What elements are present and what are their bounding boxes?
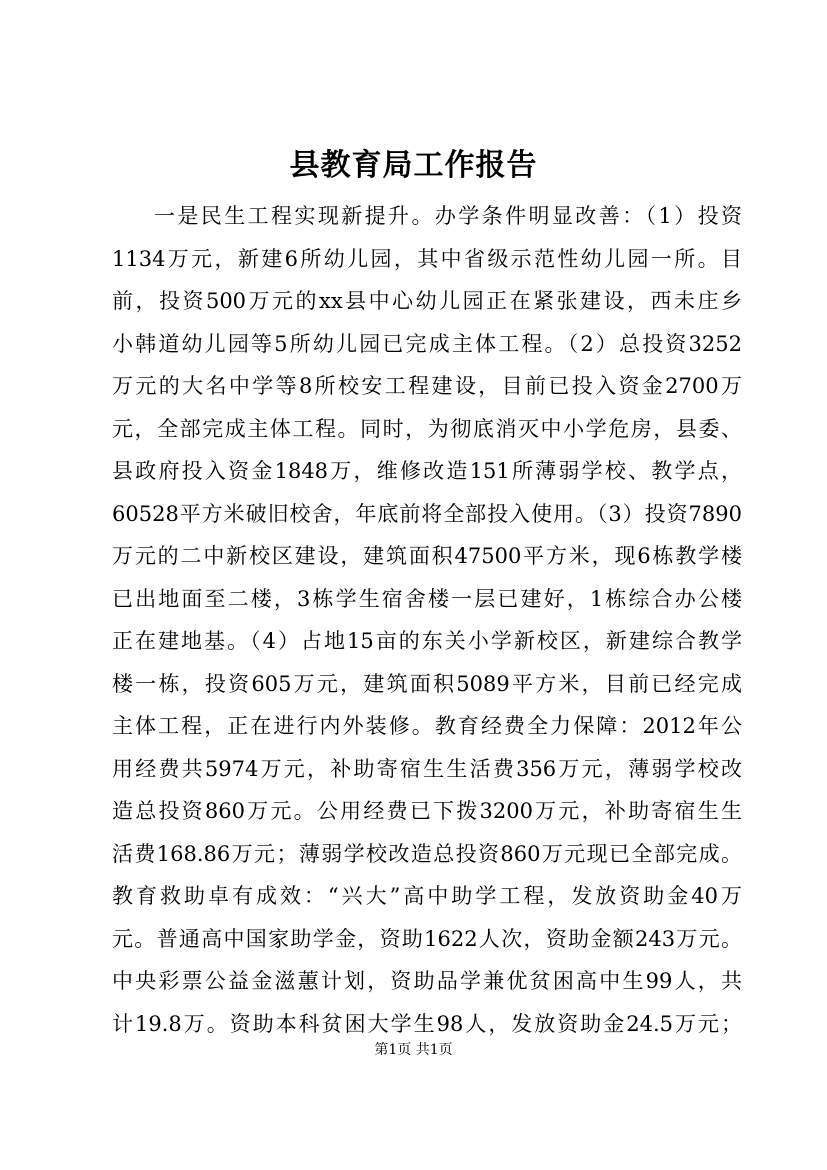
paragraph-line: 县政府投入资金1848万，维修改造151所薄弱学校、教学点， xyxy=(112,459,742,483)
paragraph-line: 计19.8万。资助本科贫困大学生98人，发放资助金24.5万元； xyxy=(112,1011,742,1036)
paragraph-line: 主体工程，正在进行内外装修。教育经费全力保障：2012年公 xyxy=(112,714,742,738)
paragraph-line: 元，全部完成主体工程。同时，为彻底消灭中小学危房，县委、 xyxy=(112,416,742,441)
paragraph-line: 小韩道幼儿园等5所幼儿园已完成主体工程。（2）总投资3252 xyxy=(112,331,742,356)
paragraph-line: 用经费共5974万元，补助寄宿生生活费356万元，薄弱学校改 xyxy=(112,756,742,781)
paragraph-line: 前，投资500万元的xx县中心幼儿园正在紧张建设，西未庄乡 xyxy=(112,289,742,313)
paragraph-line: 教育救助卓有成效：“兴大”高中助学工程，发放资助金40万 xyxy=(112,884,742,908)
paragraph-line: 一是民生工程实现新提升。办学条件明显改善：（1）投资 xyxy=(154,204,742,228)
page-footer: 第1页 共1页 xyxy=(374,1042,453,1058)
paragraph-line: 中央彩票公益金滋蕙计划，资助品学兼优贫困高中生99人，共 xyxy=(112,969,742,993)
document-title: 县教育局工作报告 xyxy=(289,148,538,183)
paragraph-line: 活费168.86万元；薄弱学校改造总投资860万元现已全部完成。 xyxy=(112,841,742,866)
paragraph-line: 元。普通高中国家助学金，资助1622人次，资助金额243万元。 xyxy=(112,926,742,951)
paragraph-line: 正在建地基。（4）占地15亩的东关小学新校区，新建综合教学 xyxy=(112,629,742,653)
paragraph-line: 60528平方米破旧校舍，年底前将全部投入使用。（3）投资7890 xyxy=(112,501,742,526)
paragraph-line: 已出地面至二楼，3栋学生宿舍楼一层已建好，1栋综合办公楼 xyxy=(112,586,742,611)
paragraph-line: 1134万元，新建6所幼儿园，其中省级示范性幼儿园一所。目 xyxy=(112,246,742,271)
paragraph-line: 万元的二中新校区建设，建筑面积47500平方米，现6栋教学楼 xyxy=(112,544,742,568)
paragraph-line: 万元的大名中学等8所校安工程建设，目前已投入资金2700万 xyxy=(112,374,742,398)
document-body xyxy=(112,195,742,1045)
paragraph-line: 楼一栋，投资605万元，建筑面积5089平方米，目前已经完成 xyxy=(112,671,742,696)
paragraph-line: 造总投资860万元。公用经费已下拨3200万元，补助寄宿生生 xyxy=(112,799,742,823)
